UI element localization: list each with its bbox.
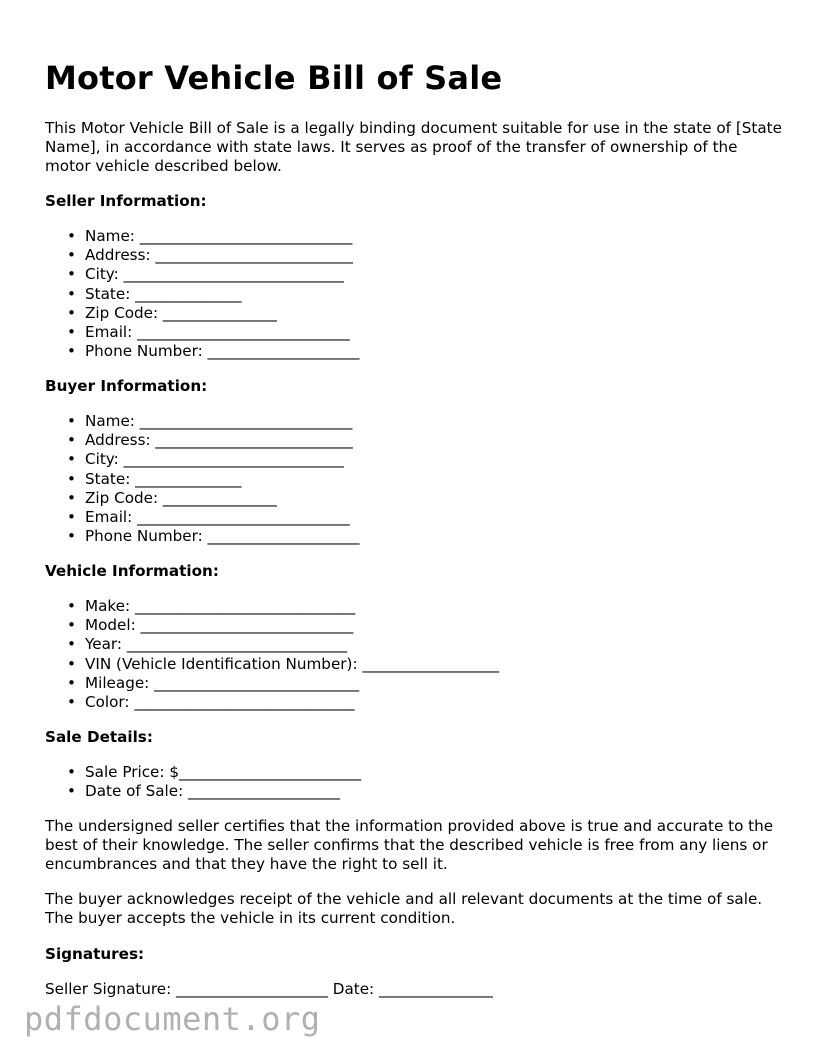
sale-date-field: • Date of Sale: ____________________ — [65, 782, 361, 801]
watermark-text: pdfdocument.org — [24, 1000, 321, 1038]
signatures-heading: Signatures: — [45, 945, 145, 963]
vehicle-year-field: • Year: _____________________________ — [65, 635, 499, 654]
sale-heading: Sale Details: — [45, 728, 153, 746]
vehicle-mileage-field: • Mileage: ___________________________ — [65, 674, 499, 693]
document-title: Motor Vehicle Bill of Sale — [45, 59, 503, 97]
seller-heading: Seller Information: — [45, 192, 207, 210]
vehicle-make-field: • Make: _____________________________ — [65, 597, 499, 616]
seller-email-field: • Email: ____________________________ — [65, 323, 359, 342]
seller-city-field: • City: _____________________________ — [65, 265, 359, 284]
vehicle-heading: Vehicle Information: — [45, 562, 219, 580]
seller-address-field: • Address: __________________________ — [65, 246, 359, 265]
vehicle-vin-field: • VIN (Vehicle Identification Number): __________________ — [65, 655, 499, 674]
intro-paragraph: This Motor Vehicle Bill of Sale is a legally binding document suitable for use in the state of [State Name], in accordance with state laws. It serves as proof of the transfer of ownership of the motor vehicle described below. — [45, 119, 782, 175]
buyer-address-field: • Address: __________________________ — [65, 431, 359, 450]
buyer-heading: Buyer Information: — [45, 377, 208, 395]
seller-phone-field: • Phone Number: ____________________ — [65, 342, 359, 361]
sale-list — [65, 763, 361, 801]
vehicle-color-field: • Color: _____________________________ — [65, 693, 499, 712]
buyer-city-field: • City: _____________________________ — [65, 450, 359, 469]
seller-list — [65, 227, 359, 361]
certification-paragraph: The undersigned seller certifies that the information provided above is true and accurate to the best of their knowledge. The seller confirms that the described vehicle is free from any liens or encumbrances and that they have the right to sell it. — [45, 817, 774, 873]
vehicle-list — [65, 597, 499, 712]
seller-zip-field: • Zip Code: _______________ — [65, 304, 359, 323]
buyer-phone-field: • Phone Number: ____________________ — [65, 527, 359, 546]
buyer-name-field: • Name: ____________________________ — [65, 412, 359, 431]
buyer-email-field: • Email: ____________________________ — [65, 508, 359, 527]
vehicle-model-field: • Model: ____________________________ — [65, 616, 499, 635]
seller-name-field: • Name: ____________________________ — [65, 227, 359, 246]
buyer-zip-field: • Zip Code: _______________ — [65, 489, 359, 508]
acknowledgement-paragraph: The buyer acknowledges receipt of the vehicle and all relevant documents at the time of sale. The buyer accepts the vehicle in its current condition. — [45, 890, 763, 927]
seller-state-field: • State: ______________ — [65, 285, 359, 304]
seller-signature-line: Seller Signature: ____________________ Date: _______________ — [45, 980, 493, 998]
buyer-state-field: • State: ______________ — [65, 470, 359, 489]
sale-price-field: • Sale Price: $________________________ — [65, 763, 361, 782]
buyer-list — [65, 412, 359, 546]
